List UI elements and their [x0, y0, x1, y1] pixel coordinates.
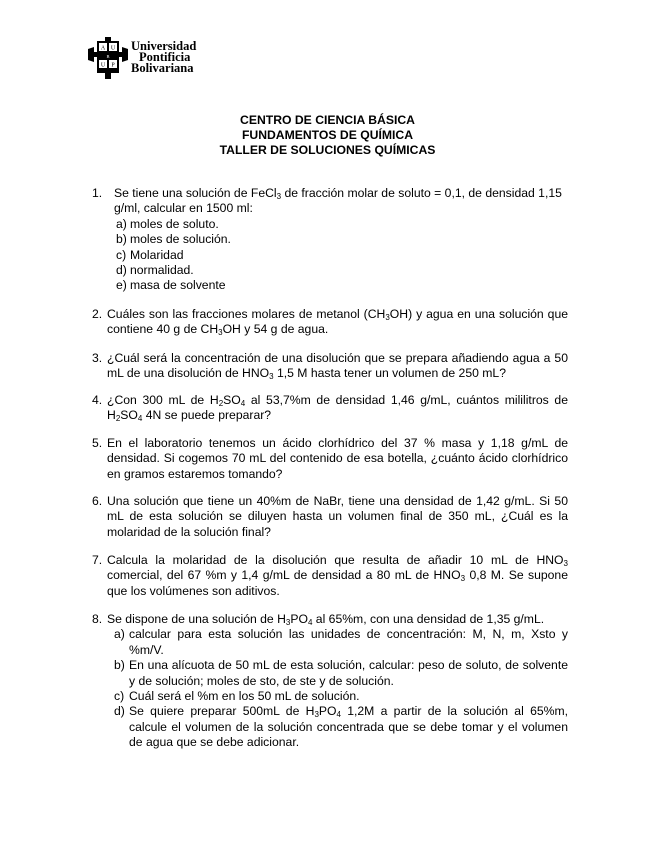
question-text: En el laboratorio tenemos un ácido clorhídrico del 37 % masa y 1,18 g/mL de densidad. Si cogemos 70 mL del contenido de esa botella, ¿cuánto ácido clorhídrico en gramos estaremos tomando?: [107, 436, 568, 481]
question-1-items: [114, 217, 568, 294]
list-item: e) masa de solvente: [116, 278, 226, 293]
question-number: 8.: [92, 612, 103, 626]
question-5: [92, 436, 568, 482]
list-item: c) Molaridad: [116, 247, 184, 262]
question-7: [92, 553, 568, 599]
header-line-2: FUNDAMENTOS DE QUÍMICA: [241, 128, 414, 142]
logo-line-1: Universidad: [131, 39, 197, 53]
shield-letter: U: [110, 45, 116, 52]
header-line-1: CENTRO DE CIENCIA BÁSICA: [240, 113, 415, 127]
list-item: c) Cuál será el %m en los 50 mL de solución.: [114, 689, 360, 704]
question-text: Se tiene una solución de FeCl$_3$ de fracción molar de soluto = 0,1, de densidad 1,15 g/ml, calcular en 1500 ml:: [114, 186, 562, 216]
shield-letter: A: [100, 45, 106, 52]
document-header: [0, 113, 655, 158]
logo-line-3: Bolivariana: [131, 61, 194, 75]
question-text: Una solución que tiene un 40%m de NaBr, tiene una densidad de 1,42 g/mL. Si 50 mL de esta solución se diluyen hasta un volumen final de 350 mL, ¿Cuál es la molaridad de la solución final?: [107, 494, 568, 539]
question-2: [92, 307, 568, 338]
question-6: [92, 494, 568, 540]
question-number: 4.: [92, 393, 103, 407]
question-text: Se dispone de una solución de $H_3PO_4$ al 65%m, con una densidad de 1,35 g/mL.: [107, 612, 545, 627]
shield-letter: B: [106, 54, 110, 59]
list-item: d) normalidad.: [116, 263, 194, 278]
shield-letter: U: [100, 62, 106, 69]
question-text: ¿Cuál será la concentración de una disolución que se prepara añadiendo agua a 50 mL de una disolución de $HNO_3$ 1,5 M hasta tener un volumen de 250 mL?: [107, 351, 568, 382]
question-4: [92, 393, 568, 424]
shield-letter: P: [111, 62, 115, 69]
university-name: [131, 41, 196, 74]
question-number: 1.: [92, 186, 103, 200]
list-item: b) En una alícuota de 50 mL de esta solución, calcular: peso de soluto, de solvente y de solución; moles de sto, de ste y de solución.: [114, 658, 568, 688]
list-item: d) Se quiere preparar 500mL de $H_3PO_4$ 1,2M a partir de la solución al 65%m, calcule el volumen de la solución concentrada que se debe tomar y el volumen de agua que se debe adicionar.: [114, 704, 569, 750]
question-number: 7.: [92, 553, 103, 567]
question-text: Cuáles son las fracciones molares de metanol $(CH_3OH)$ y agua en una solución que contiene 40 g de $CH_3OH$ y 54 g de agua.: [107, 307, 568, 338]
list-item: b) moles de solución.: [116, 232, 231, 247]
university-logo: [88, 37, 218, 79]
header-line-3: TALLER DE SOLUCIONES QUÍMICAS: [219, 143, 436, 157]
question-number: 2.: [92, 307, 103, 321]
list-item: a) calcular para esta solución las unidades de concentración: M, N, m, Xsto y %m/V.: [114, 627, 568, 657]
question-number: 5.: [92, 436, 103, 450]
university-shield-icon: [88, 37, 128, 79]
question-8: [92, 612, 568, 751]
question-text: ¿Con 300 mL de $H_2SO_4$ al 53,7%m de densidad 1,46 g/mL, cuántos mililitros de $H_2SO_4$ 4N se puede preparar?: [107, 393, 568, 424]
question-3: [92, 351, 568, 382]
question-number: 6.: [92, 494, 103, 508]
question-1: [92, 186, 568, 294]
question-number: 3.: [92, 351, 103, 365]
list-item: a) moles de soluto.: [116, 216, 219, 231]
question-8-parts: [114, 627, 568, 750]
question-text: Calcula la molaridad de la disolución que resulta de añadir 10 mL de $HNO_3$ comercial, del 67 %m y 1,4 g/mL de densidad a 80 mL de $HNO_3$ 0,8 M. Se supone que los volúmenes son aditivos.: [107, 553, 568, 598]
logo-line-2: Pontificia: [139, 50, 191, 64]
